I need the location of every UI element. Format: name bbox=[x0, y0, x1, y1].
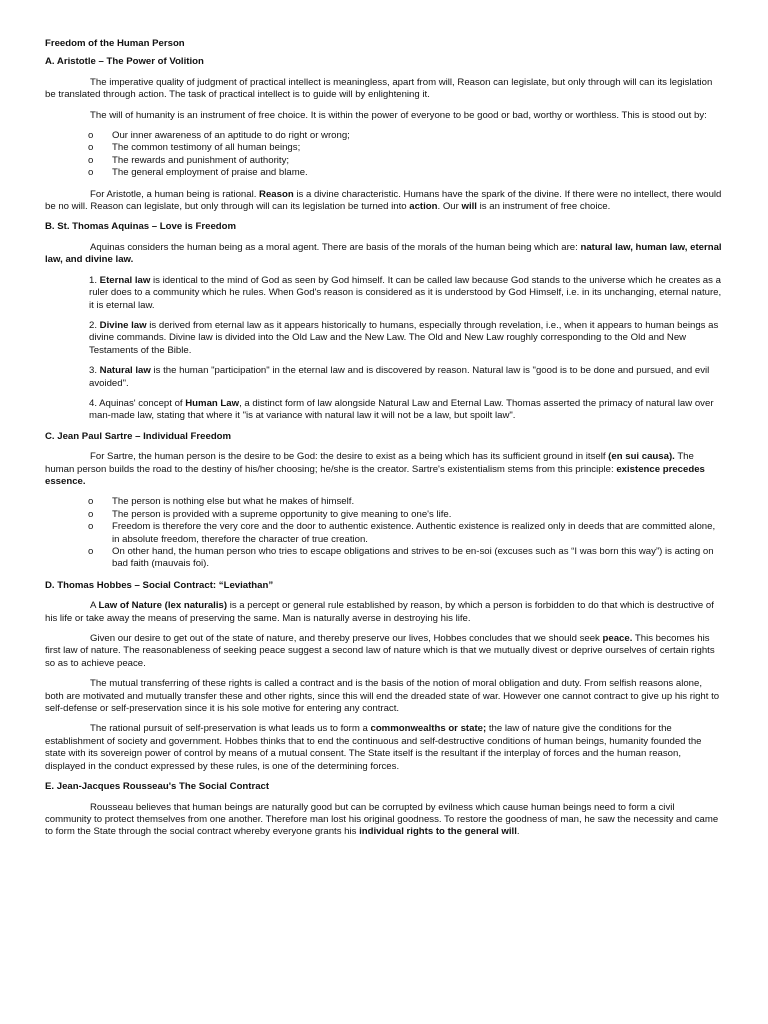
section-d-paragraph-4: The rational pursuit of self-preservation is what leads us to form a commonwealths or state; the law of nature give the conditions for the establishment of society and government. Hobbes thinks that to end the continuous and self-destructive conditions of human beings, humanity founded the state with its sovereign power of control by means of a mutual consent. The State itself is the resultant if the interplay of forces and the human reason, displayed in the conduct expressed by these rules, is one of the determining forces. bbox=[45, 723, 702, 772]
list-item-text: The general employment of praise and blame. bbox=[112, 167, 308, 179]
list-item bbox=[45, 167, 723, 179]
eternal-law-item: 1. Eternal law is identical to the mind of God as seen by God himself. It can be called law because God stands to the universe which he creates as a ruler does to a community which he rules. When God's reason is considered as it is understood by God Himself, i.e. in its unchanging, eternal nature, it is eternal law. bbox=[89, 274, 722, 311]
section-d-paragraph-2: Given our desire to get out of the state of nature, and thereby preserve our lives, Hobbes concludes that we should seek peace. This becomes his first law of nature. The reasonableness of seeking peace suggest a second law of nature which is that we mutually divest or deprive ourselves of certain rights so as to achieve peace. bbox=[45, 633, 715, 669]
list-item-text: The person is provided with a supreme opportunity to give meaning to one's life. bbox=[112, 508, 452, 520]
section-b-intro: Aquinas considers the human being as a moral agent. There are basis of the morals of the human being which are: natural law, human law, eternal law, and divine law. bbox=[45, 241, 722, 266]
bullet-icon: o bbox=[88, 130, 94, 142]
human-law-item: 4. Aquinas' concept of Human Law, a distinct form of law alongside Natural Law and Eternal Law. Thomas asserted the primacy of natural law over man-made law, stating that where it "is at variance with natural law it will not be a law, but spoilt law". bbox=[89, 397, 714, 422]
section-b-heading: B. St. Thomas Aquinas – Love is Freedom bbox=[45, 221, 237, 233]
list-item-text: Our inner awareness of an aptitude to do right or wrong; bbox=[112, 130, 350, 142]
section-d-heading: D. Thomas Hobbes – Social Contract: “Leviathan” bbox=[45, 579, 274, 591]
bullet-icon: o bbox=[88, 142, 94, 154]
list-item-text: Freedom is therefore the very core and the door to authentic existence. Authentic existence is realized only in deeds that are committed alone, in absolute freedom, therefore the character of true creation. bbox=[112, 521, 716, 545]
bullet-icon: o bbox=[88, 546, 94, 557]
section-c-heading: C. Jean Paul Sartre – Individual Freedom bbox=[45, 430, 232, 442]
list-item bbox=[45, 130, 723, 142]
list-item bbox=[45, 155, 723, 167]
section-d-paragraph-3: The mutual transferring of these rights is called a contract and is the basis of the notion of moral obligation and duty. From selfish reasons alone, both are motivated and mutually transfer these and other rights, since this will end the dreaded state of war. However one cannot contract to give up his right to self-defense or self-preservation since it is his sole motive for entering any contract. bbox=[45, 678, 720, 715]
section-a-bullet-list bbox=[45, 130, 723, 180]
document-page bbox=[45, 38, 723, 847]
list-item bbox=[45, 496, 723, 508]
section-e-heading: E. Jean-Jacques Rousseau's The Social Contract bbox=[45, 781, 270, 793]
list-item-text: On other hand, the human person who tries to escape obligations and strives to be en-soi (excuses such as “I was born this way”) is acting on bad faith (mauvais foi). bbox=[112, 546, 714, 570]
section-a-paragraph-3: For Aristotle, a human being is rational. Reason is a divine characteristic. Humans have the spark of the divine. If there were no intellect, there would be no will. Reason can legislate, but only through will can its legislation be turned into action. Our will is an instrument of free choice. bbox=[45, 188, 722, 213]
list-item bbox=[45, 142, 723, 154]
section-e-paragraph-1: Rousseau believes that human beings are naturally good but can be corrupted by evilness which cause human beings need to form a civil community to protect themselves from one another. Therefore man lost his original goodness. To restore the goodness of man, he saw the necessity and came to form the State through the social contract whereby everyone grants his individual rights to the general will. bbox=[45, 801, 719, 838]
bullet-icon: o bbox=[88, 496, 94, 508]
section-a-heading: A. Aristotle – The Power of Volition bbox=[45, 56, 204, 68]
section-a-paragraph-1: The imperative quality of judgment of practical intellect is meaningless, apart from will, Reason can legislate, but only through will can its legislation be translated through action. The task of practical intellect is to guide will by enlightening it. bbox=[45, 76, 713, 101]
section-d-paragraph-1: A Law of Nature (lex naturalis) is a percept or general rule established by reason, by which a person is forbidden to do that which is destructive of his life or take away the means of preserving the same. Man is naturally averse in destroying his life. bbox=[45, 600, 714, 624]
natural-law-item: 3. Natural law is the human "participation" in the eternal law and is discovered by reason. Natural law is "good is to be done and pursued, and evil avoided". bbox=[89, 365, 710, 389]
section-a-paragraph-2: The will of humanity is an instrument of free choice. It is within the power of everyone to be good or bad, worthy or worthless. This is stood out by: bbox=[90, 109, 707, 121]
section-c-paragraph-1: For Sartre, the human person is the desire to be God: the desire to exist as a being which has its sufficient ground in itself (en sui causa). The human person builds the road to the destiny of his/her choosing; he/she is the creator. Sartre's existentialism stems from this principle: existence precedes essence. bbox=[45, 451, 705, 487]
list-item bbox=[45, 546, 723, 571]
section-c-bullet-list bbox=[45, 496, 723, 570]
bullet-icon: o bbox=[88, 167, 94, 179]
bullet-icon: o bbox=[88, 508, 94, 520]
list-item-text: The rewards and punishment of authority; bbox=[112, 154, 290, 166]
bullet-icon: o bbox=[88, 154, 94, 166]
list-item bbox=[45, 509, 723, 521]
list-item-text: The person is nothing else but what he makes of himself. bbox=[112, 496, 355, 508]
document-title: Freedom of the Human Person bbox=[45, 38, 185, 49]
list-item-text: The common testimony of all human beings; bbox=[112, 142, 301, 154]
list-item bbox=[45, 521, 723, 546]
bullet-icon: o bbox=[88, 521, 94, 533]
divine-law-item: 2. Divine law is derived from eternal law as it appears historically to humans, especially through revelation, i.e., when it appears to human beings as divine commands. Divine law is divided into the Old Law and the New Law. The Old and New Law roughly corresponding to the Old and New Testaments of the Bible. bbox=[89, 319, 719, 356]
